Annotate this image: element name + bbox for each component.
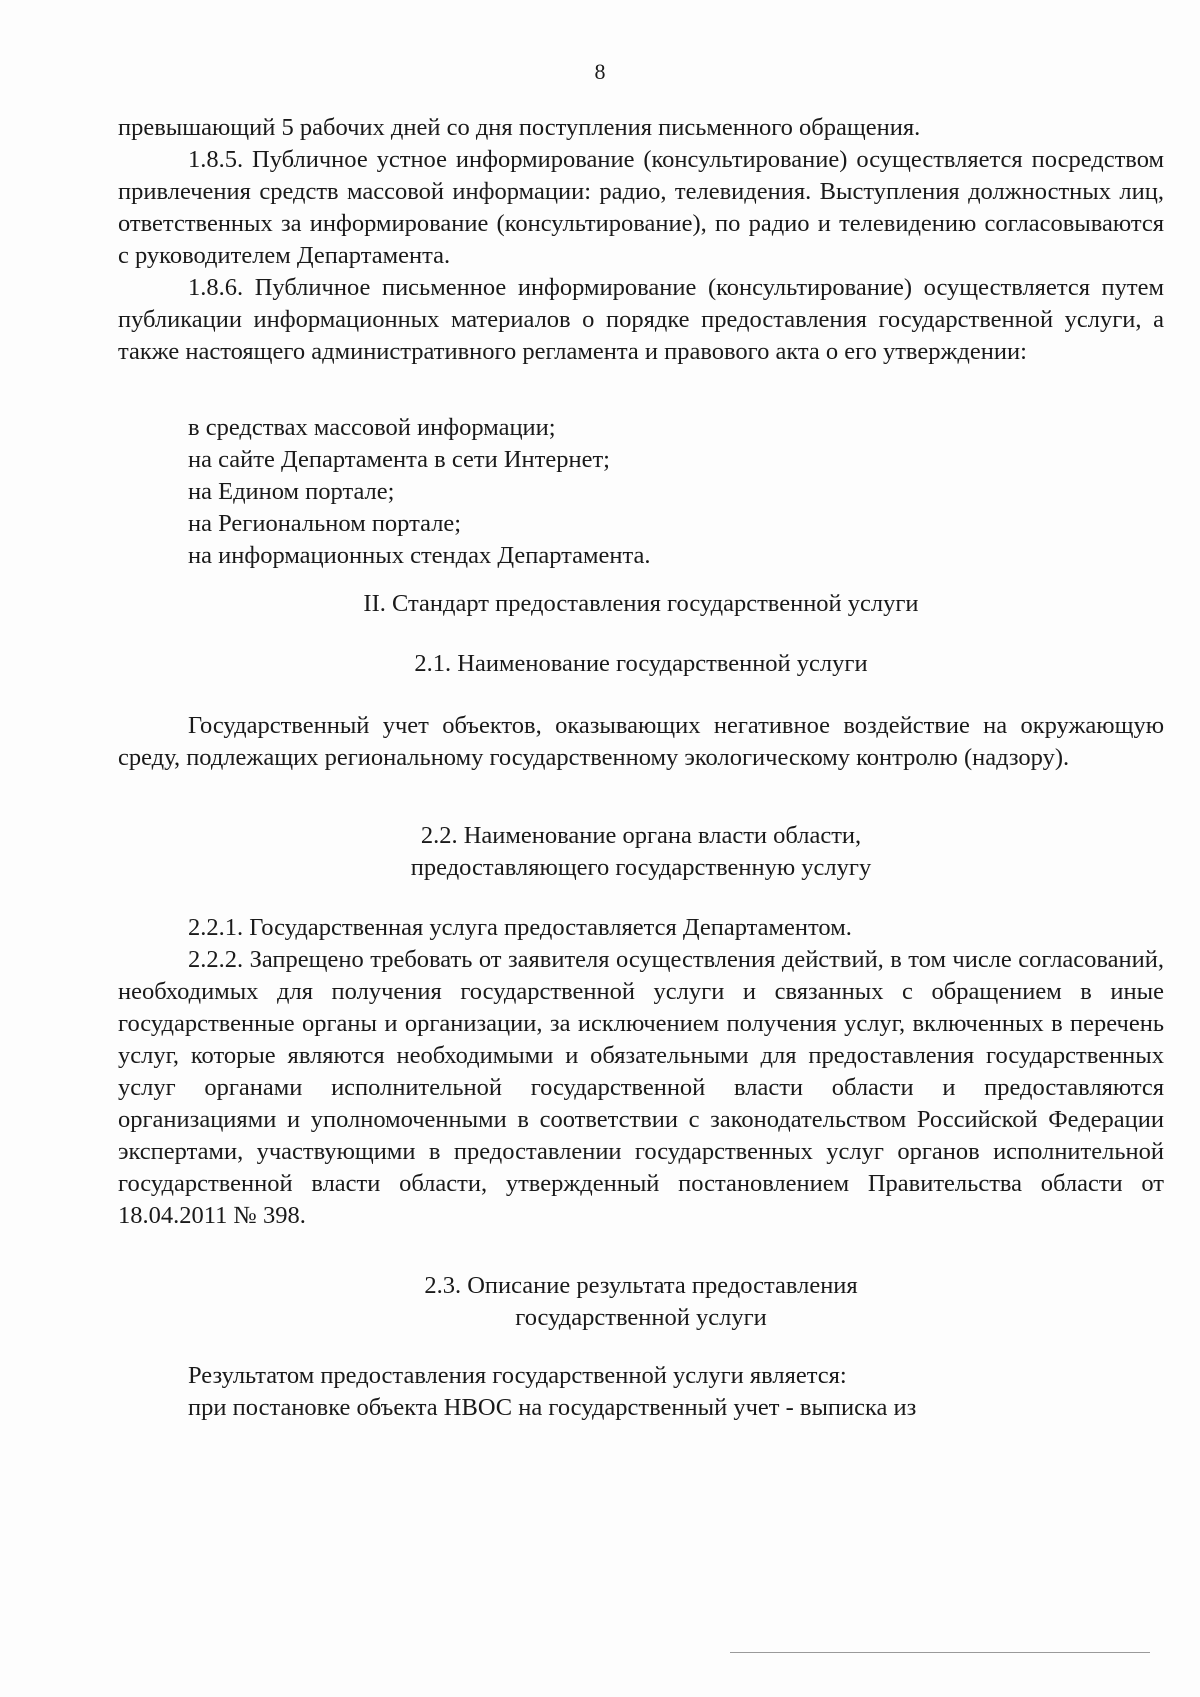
heading-line: 2.2. Наименование органа власти области, bbox=[420, 822, 862, 849]
section-2-3 bbox=[118, 1270, 1164, 1334]
list-item: на информационных стендах Департамента. bbox=[188, 542, 651, 569]
footer-rule bbox=[730, 1652, 1150, 1653]
section-heading: II. Стандарт предоставления государственной услуги bbox=[363, 590, 919, 617]
section-2-2-body bbox=[118, 912, 1164, 1232]
list-item: на сайте Департамента в сети Интернет; bbox=[188, 446, 610, 473]
publication-list bbox=[118, 412, 1164, 572]
paragraph-1-8-6: 1.8.6. Публичное письменное информирование (консультирование) осуществляется путем публикации информационных материалов о порядке предоставления государственной услуги, а также настоящего административного регламента и правового акта о его утверждении: bbox=[118, 274, 1164, 365]
list-item: в средствах массовой информации; bbox=[188, 414, 556, 441]
section-2-1-body bbox=[118, 710, 1164, 774]
heading-line: 2.3. Описание результата предоставления bbox=[424, 1272, 858, 1299]
page-number: 8 bbox=[594, 59, 606, 84]
heading-line: предоставляющего государственную услугу bbox=[410, 854, 872, 881]
subsection-heading bbox=[118, 820, 1164, 884]
paragraph-continuation: превышающий 5 рабочих дней со дня поступления письменного обращения. bbox=[118, 114, 921, 141]
intro-block bbox=[118, 112, 1164, 368]
section-2-3-body bbox=[118, 1360, 1164, 1424]
result-intro: Результатом предоставления государственной услуги является: bbox=[188, 1362, 847, 1389]
paragraph-2-2-1: 2.2.1. Государственная услуга предоставляется Департаментом. bbox=[188, 914, 852, 941]
paragraph-1-8-5: 1.8.5. Публичное устное информирование (консультирование) осуществляется посредством привлечения средств массовой информации: радио, телевидения. Выступления должностных лиц, ответственных за информирование (консультирование), по радио и телевидению согласовываются с руководителем Департамента. bbox=[118, 146, 1164, 269]
section-ii bbox=[118, 588, 1164, 620]
list-item: на Региональном портале; bbox=[188, 510, 462, 537]
section-2-2 bbox=[118, 820, 1164, 884]
subsection-heading bbox=[118, 1270, 1164, 1334]
paragraph-2-2-2: 2.2.2. Запрещено требовать от заявителя осуществления действий, в том числе согласований, необходимых для получения государственной услуги и связанных с обращением в иные государственные органы и организации, за исключением получения услуг, включенных в перечень услуг, которые являются необходимыми и обязательными для предоставления государственных услуг органами исполнительной государственной власти области и предоставляются организациями и уполномоченными в соответствии с законодательством Российской Федерации экспертами, участвующими в предоставлении государственных услуг органов исполнительной государственной власти области, утвержденный постановлением Правительства области от 18.04.2011 № 398. bbox=[118, 946, 1164, 1229]
heading-line: государственной услуги bbox=[515, 1304, 767, 1331]
section-2-1 bbox=[118, 648, 1164, 680]
result-item: при постановке объекта НВОС на государственный учет - выписка из bbox=[188, 1394, 917, 1421]
list-item: на Едином портале; bbox=[188, 478, 395, 505]
subsection-heading: 2.1. Наименование государственной услуги bbox=[414, 650, 868, 677]
service-name-text: Государственный учет объектов, оказывающих негативное воздействие на окружающую среду, подлежащих региональному государственному экологическому контролю (надзору). bbox=[118, 712, 1164, 771]
